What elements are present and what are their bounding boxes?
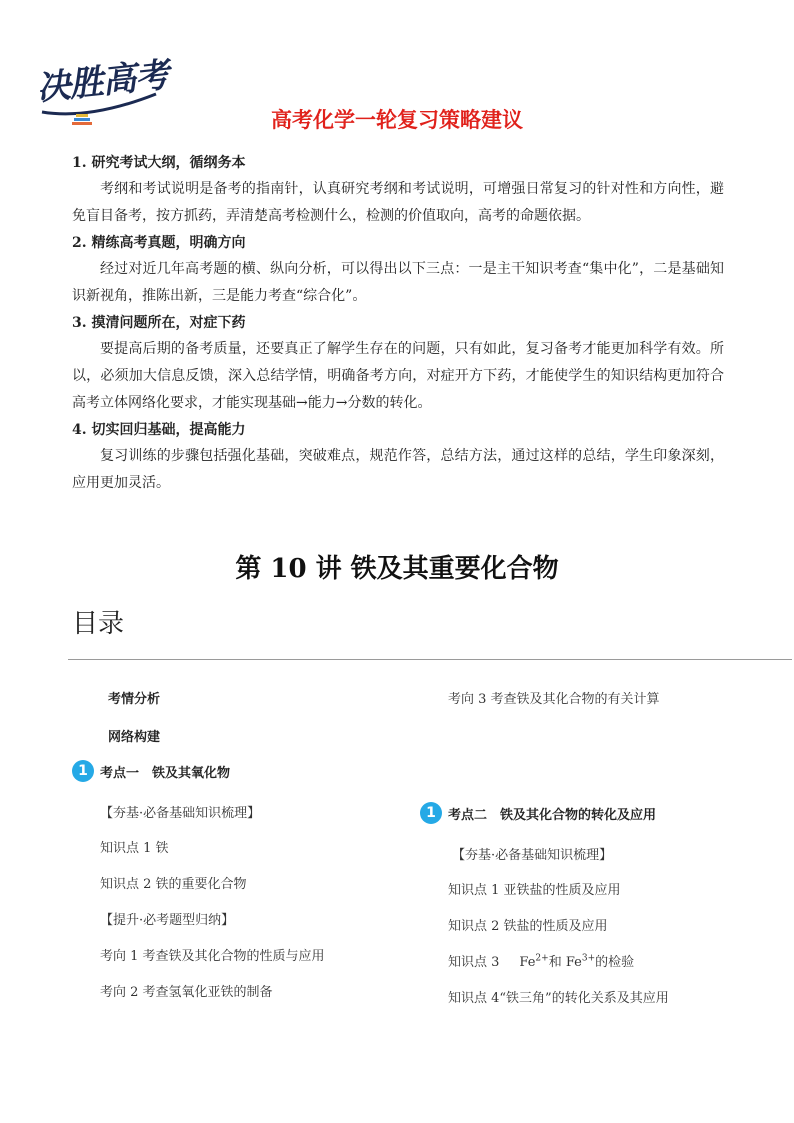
toc-item-k1-2[interactable]: 知识点 1 亚铁盐的性质及应用 xyxy=(448,883,621,898)
k3-prefix: 知识点 3 xyxy=(448,955,500,970)
toc-item-kp2[interactable] xyxy=(420,802,656,824)
section-body-1: 考纲和考试说明是备考的指南针，认真研究考纲和考试说明，可增强日常复习的针对性和方向性，避免盲目备考，按方抓药，弄清楚高考检测什么，检测的价值取向，高考的命题依据。 xyxy=(72,181,724,224)
lecture-title: 第 10 讲 铁及其重要化合物 xyxy=(235,554,559,584)
toc-item-kp1[interactable] xyxy=(72,760,230,782)
toc-item-foundation-1[interactable]: 【夯基·必备基础知识梳理】 xyxy=(100,806,261,821)
k3-sup2: 2+ xyxy=(535,953,549,964)
number-badge-icon: 1 xyxy=(420,802,442,824)
k3-mid: 和 Fe xyxy=(548,955,582,970)
toc-item-foundation-2[interactable]: 【夯基·必备基础知识梳理】 xyxy=(452,848,613,863)
toc-item-k3-2[interactable] xyxy=(448,951,634,970)
toc-item-k4-2[interactable]: 知识点 4“铁三角”的转化关系及其应用 xyxy=(448,991,669,1006)
toc-item-analysis[interactable]: 考情分析 xyxy=(108,692,161,707)
toc-item-d1[interactable]: 考向 1 考查铁及其化合物的性质与应用 xyxy=(100,949,325,964)
toc-item-d2[interactable]: 考向 2 考查氢氧化亚铁的制备 xyxy=(100,985,273,1000)
toc-item-k2-2[interactable]: 知识点 2 铁盐的性质及应用 xyxy=(448,919,608,934)
toc-title: 目录 xyxy=(72,609,125,639)
k3-sup3: 3+ xyxy=(581,953,596,964)
toc-item-k1-1[interactable]: 知识点 1 铁 xyxy=(100,841,169,856)
section-body-4: 复习训练的步骤包括强化基础，突破难点，规范作答，总结方法，通过这样的总结，学生印象深刻，应用更加灵活。 xyxy=(72,448,724,491)
toc-kp1-label: 考点一 铁及其氧化物 xyxy=(100,765,231,781)
number-badge-icon: 1 xyxy=(72,760,94,782)
section-heading-3: 3. 摸清问题所在，对症下药 xyxy=(72,315,246,331)
logo-text: 决胜高考 xyxy=(34,55,171,109)
toc-item-d3[interactable]: 考向 3 考查铁及其化合物的有关计算 xyxy=(448,692,660,707)
page-title: 高考化学一轮复习策略建议 xyxy=(271,108,523,132)
k3-fe2: Fe xyxy=(519,955,536,970)
section-heading-2: 2. 精练高考真题，明确方向 xyxy=(72,235,246,251)
toc-divider xyxy=(68,659,792,660)
section-body-2: 经过对近几年高考题的横、纵向分析，可以得出以下三点：一是主干知识考查“集中化”，二是基础知识新视角，推陈出新，三是能力考查“综合化”。 xyxy=(72,261,724,304)
toc-item-k2-1[interactable]: 知识点 2 铁的重要化合物 xyxy=(100,877,247,892)
section-heading-4: 4. 切实回归基础，提高能力 xyxy=(72,422,246,438)
strategy-sections xyxy=(72,150,724,497)
toc-kp2-label: 考点二 铁及其化合物的转化及应用 xyxy=(448,807,657,823)
section-heading-1: 1. 研究考试大纲，循纲务本 xyxy=(72,155,246,171)
section-body-3: 要提高后期的备考质量，还要真正了解学生存在的问题，只有如此，复习备考才能更加科学有效。所以，必须加大信息反馈，深入总结学情，明确备考方向，对症开方下药，才能使学生的知识结构更加符合高考立体网络化要求，才能实现基础→能力→分数的转化。 xyxy=(72,341,724,411)
k3-suffix: 的检验 xyxy=(595,955,635,970)
toc-item-network[interactable]: 网络构建 xyxy=(108,730,161,745)
toc-item-improve[interactable]: 【提升·必考题型归纳】 xyxy=(100,913,235,928)
